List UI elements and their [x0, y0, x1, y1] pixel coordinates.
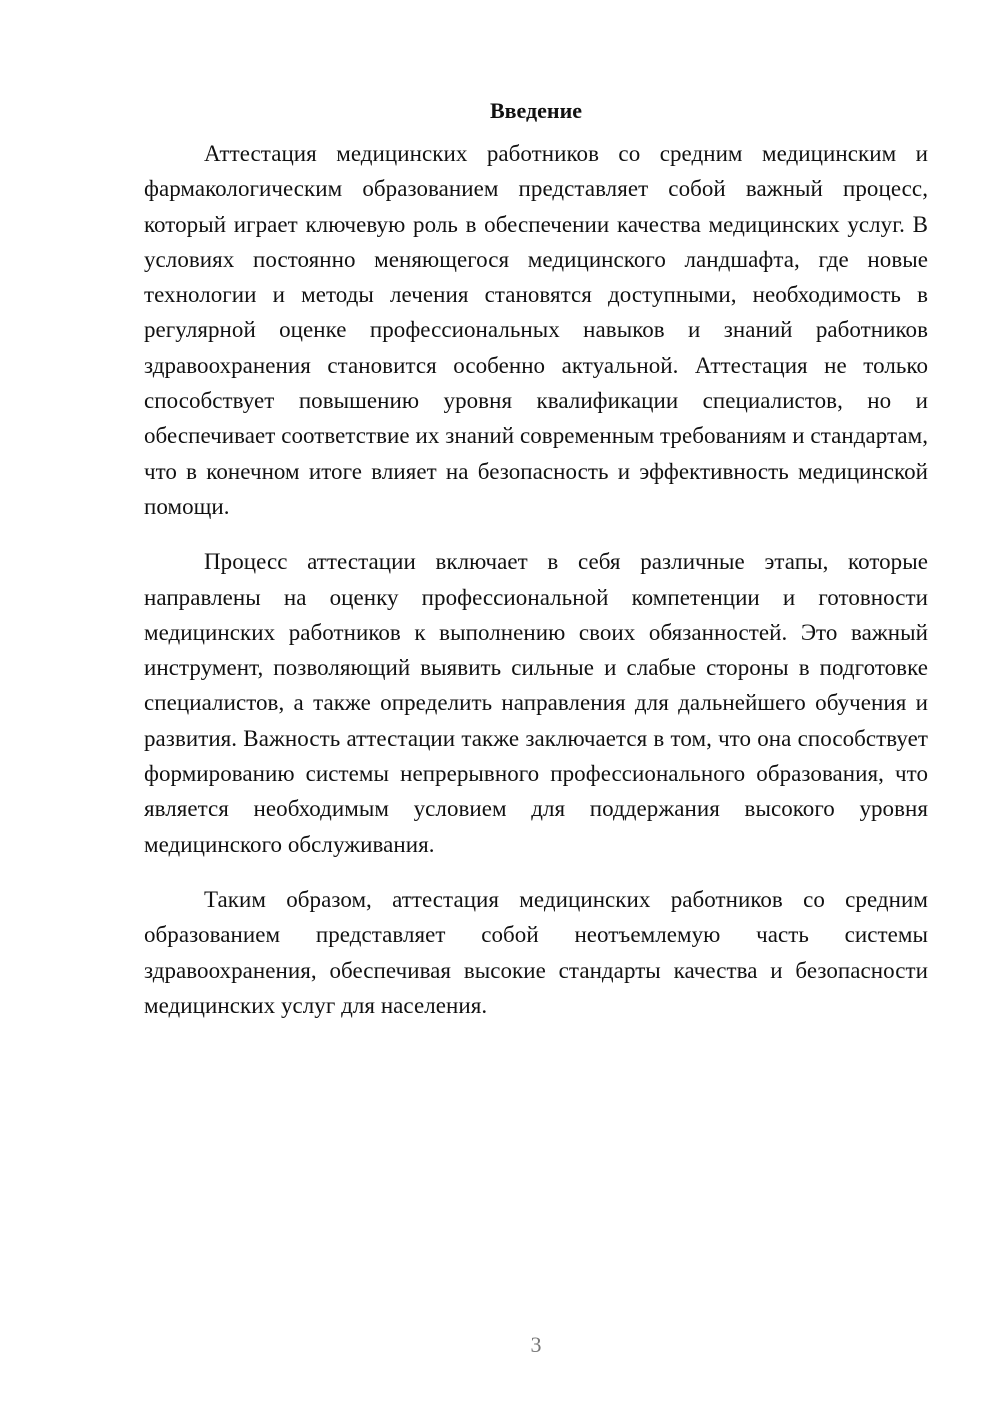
paragraph-2: Процесс аттестации включает в себя различные этапы, которые направлены на оценку профессиональной компетенции и готовности медицинских работников к выполнению своих обязанностей. Это важный инструмент, позволяющий выявить сильные и слабые стороны в подготовке специалистов, а также определить направления для дальнейшего обучения и развития. Важность аттестации также заключается в том, что она способствует формированию системы непрерывного профессионального образования, что является необходимым условием для поддержания высокого уровня медицинского обслуживания.	[144, 549, 928, 857]
page-number: 3	[530, 1332, 542, 1357]
section-title: Введение	[489, 98, 583, 123]
page-content	[144, 96, 928, 1043]
paragraph-1: Аттестация медицинских работников со средним медицинским и фармакологическим образованием представляет собой важный процесс, который играет ключевую роль в обеспечении качества медицинских услуг. В условиях постоянно меняющегося медицинского ландшафта, где новые технологии и методы лечения становятся доступными, необходимость в регулярной оценке профессиональных навыков и знаний работников здравоохранения становится особенно актуальной. Аттестация не только способствует повышению уровня квалификации специалистов, но и обеспечивает соответствие их знаний современным требованиям и стандартам, что в конечном итоге влияет на безопасность и эффективность медицинской помощи.	[144, 141, 928, 519]
paragraph-3: Таким образом, аттестация медицинских работников со средним образованием представляет собой неотъемлемую часть системы здравоохранения, обеспечивая высокие стандарты качества и безопасности медицинских услуг для населения.	[144, 886, 928, 1018]
